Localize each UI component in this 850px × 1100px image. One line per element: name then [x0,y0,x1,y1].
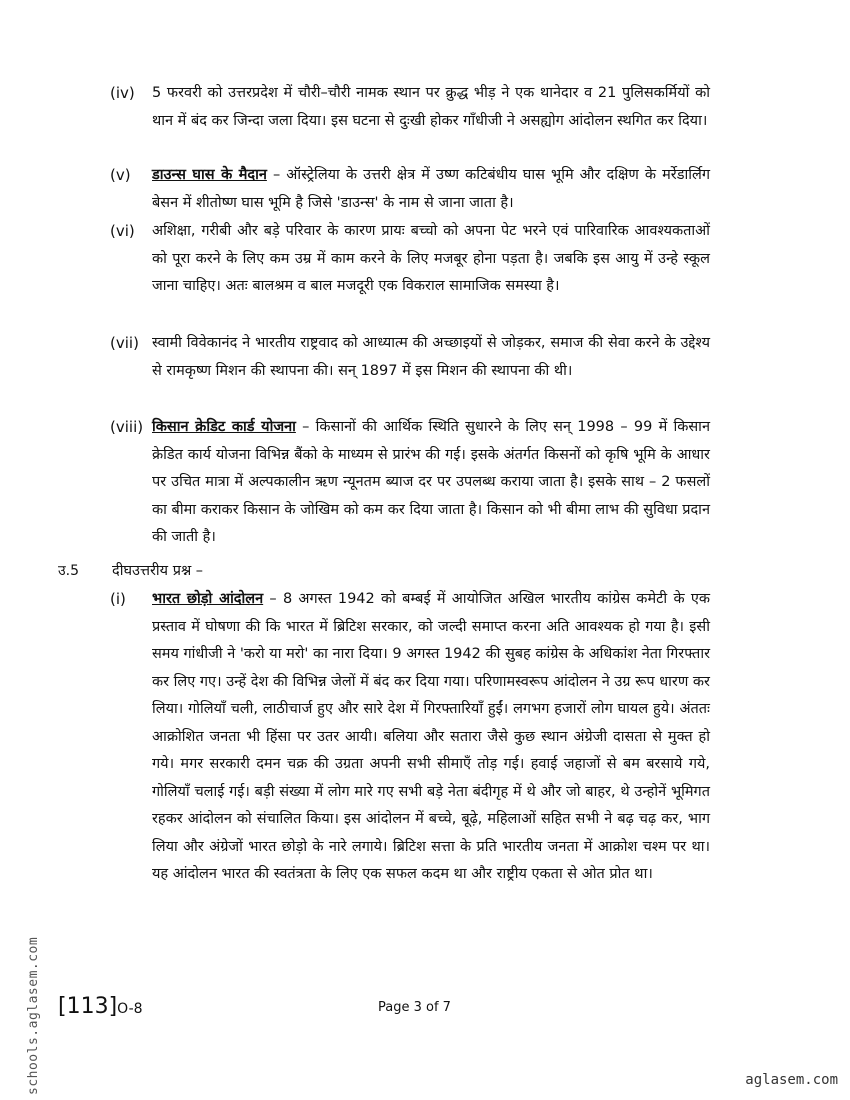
item-body: – 8 अगस्त 1942 को बम्बई में आयोजित अखिल भारतीय कांग्रेस कमेटी के एक प्रस्ताव में घोषणा की कि भारत में ब्रिटिश सरकार, को जल्दी समाप्त करना अति आवश्यक हो गया है। इसी समय गांधीजी ने 'करो या मरो' का नारा दिया। 9 अगस्त 1942 की सुबह कांग्रेस के अधिकांश नेता गिरफ्तार कर लिए गए। उन्हें देश की विभिन्न जेलों में बंद कर दिया गया। परिणामस्वरूप आंदोलन ने उग्र रूप धारण कर लिया। गोलियाँ चली, लाठीचार्ज हुए और सारे देश में गिरफ्तारियाँ हुईं। लगभग हजारों लोग घायल हुये। अंततः आक्रोशित जनता भी हिंसा पर उतर आयी। बलिया और सतारा जैसे कुछ स्थान अंग्रेजी दासता से मुक्त हो गये। मगर सरकारी दमन चक्र की उग्रता अपनी सभी सीमाएँ तोड़ गई। हवाई जहाजों से बम बरसाये गये, गोलियाँ चलाई गई। बड़ी संख्या में लोग मारे गए सभी बड़े नेता बंदीगृह में थे और जो बाहर, थे उन्होनें भूमिगत रहकर आंदोलन को संचालित किया। इस आंदोलन में बच्चे, बूढ़े, महिलाओं सहित सभी ने बढ़ चढ़ कर, भाग लिया और अंग्रेजों भारत छोड़ो के नारे लगाये। ब्रिटिश सत्ता के प्रति भारतीय जनता में आक्रोश चश्म पर था। यह आंदोलन भारत की स्वतंत्रता के लिए एक सफल कदम था और राष्ट्रीय एकता से ओत प्रोत था। [152,591,711,882]
item-number: (v) [110,166,131,184]
item-term: भारत छोड़ो आंदोलन [152,591,264,607]
item-number: (i) [110,590,126,608]
item-text [152,218,710,301]
item-text [152,162,710,217]
item-text [152,80,710,135]
item-text [152,586,710,889]
item-term: किसान क्रेडिट कार्ड योजना [152,419,296,435]
paper-code [58,994,143,1019]
item-body: 5 फरवरी को उत्तरप्रदेश में चौरी–चौरी नामक स्थान पर क्रुद्ध भीड़ ने एक थानेदार व 21 पुलिसकर्मियों को थान में बंद कर जिन्दा जला दिया। इस घटना से दुःखी होकर गाँधीजी ने असह्योग आंदोलन स्थगित कर दिया। [152,85,710,129]
item-number: (vii) [110,334,139,352]
question-number: उ.5 [58,563,80,579]
paper-code-main: [113] [58,994,118,1019]
item-number: (vi) [110,222,135,240]
side-watermark: schools.aglasem.com [26,936,41,1095]
bottom-watermark: aglasem.com [745,1072,838,1088]
section-title: दीघउत्तरीय प्रश्न – [112,563,204,579]
item-body: – ऑस्ट्रेलिया के उत्तरी क्षेत्र में उष्ण कटिबंधीय घास भूमि और दक्षिण के मर्रेडार्लिग बेसन में शीतोष्ण घास भूमि है जिसे 'डाउन्स' के नाम से जाना जाता है। [152,167,710,211]
item-text [152,330,710,385]
paper-code-sub: O-8 [117,1001,143,1017]
item-text [152,414,710,552]
item-body: अशिक्षा, गरीबी और बड़े परिवार के कारण प्रायः बच्चो को अपना पेट भरने एवं पारिवारिक आवश्यकताओं को पूरा करने के लिए कम उम्र में काम करने के लिए मजबूर होना पड़ता है। जबकि इस आयु में उन्हे स्कूल जाना चाहिए। अतः बालश्रम व बाल मजदूरी एक विकराल सामाजिक समस्या है। [152,223,710,294]
item-number: (viii) [110,418,144,436]
item-body: स्वामी विवेकानंद ने भारतीय राष्ट्रवाद को आध्यात्म की अच्छाइयों से जोड़कर, समाज की सेवा करने के उद्देश्य से रामकृष्ण मिशन की स्थापना की। सन् 1897 में इस मिशन की स्थापना की थी। [152,335,710,379]
item-number: (iv) [110,84,135,102]
item-body: – किसानों की आर्थिक स्थिति सुधारने के लिए सन् 1998 – 99 में किसान क्रेडित कार्य योजना विभिन्न बैंको के माध्यम से प्रारंभ की गई। इसके अंतर्गत किसनों को कृषि भूमि के आधार पर उचित मात्रा में अल्पकालीन ऋण न्यूनतम ब्याज दर पर उपलब्ध कराया जाता है। इसके साथ – 2 फसलों का बीमा कराकर किसान के जोखिम को कम कर दिया जाता है। किसान को भी बीमा लाभ की सुविधा प्रदान की जाती है। [152,419,710,545]
page-number: Page 3 of 7 [378,1000,451,1015]
item-term: डाउन्स घास के मैदान [152,167,267,183]
